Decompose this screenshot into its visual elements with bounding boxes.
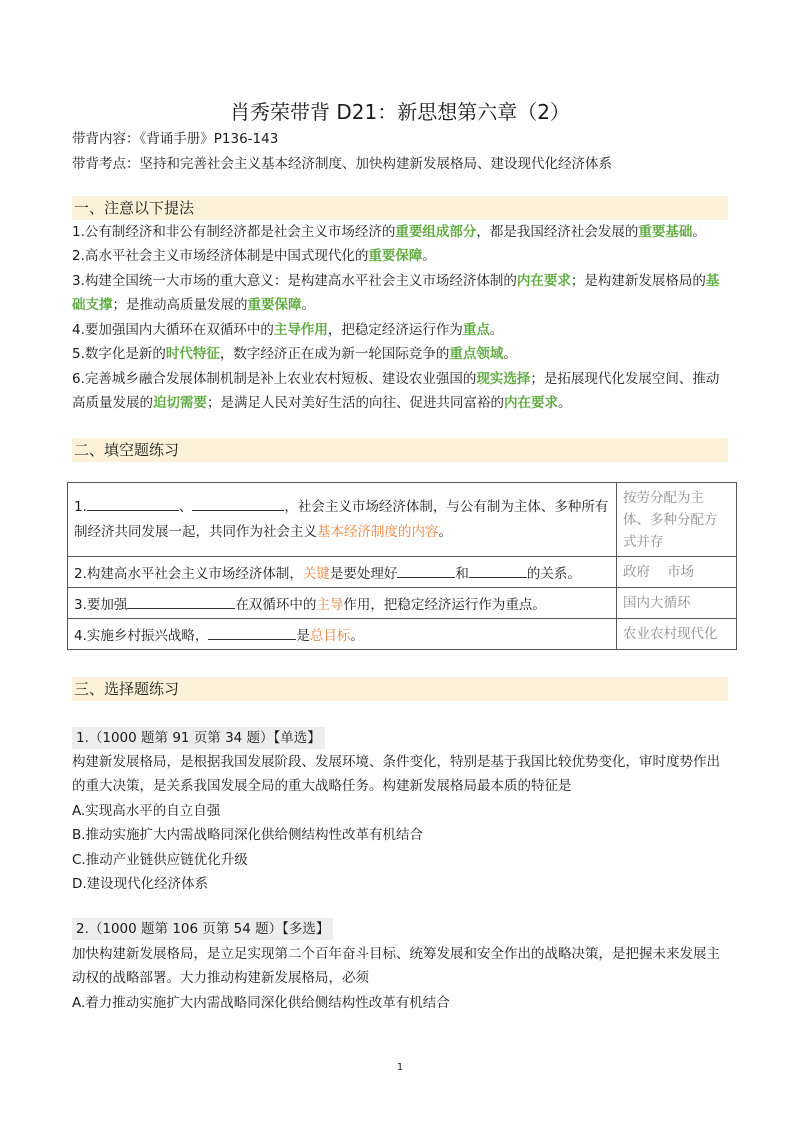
question-cell: 4.实施乡村振兴战略， 是总目标。 (68, 619, 617, 650)
question-header-2: 2.（1000 题第 106 页第 54 题）【多选】 (72, 918, 333, 940)
table-row (68, 619, 737, 650)
question-cell: 2.构建高水平社会主义市场经济体制，关键是要处理好 和 的关系。 (68, 557, 617, 588)
option-1b: B.推动实施扩大内需战略同深化供给侧结构性改革有机结合 (72, 827, 424, 843)
fill-in-table (67, 482, 737, 650)
option-1a: A.实现高水平的自立自强 (72, 803, 221, 819)
statement-1: 1.公有制经济和非公有制经济都是社会主义市场经济的重要组成部分，都是我国经济社会发展的重要基础。 (72, 224, 706, 240)
table-row (68, 483, 737, 557)
section-heading-2: 二、填空题练习 (72, 438, 728, 462)
statement-4: 4.要加强国内大循环在双循环中的主导作用，把稳定经济运行作为重点。 (72, 322, 504, 338)
page-title: 肖秀荣带背 D21：新思想第六章（2） (230, 100, 570, 124)
answer-cell: 按劳分配为主体、多种分配方式并存 (617, 483, 737, 557)
question-stem-2: 加快构建新发展格局，是立足实现第二个百年奋斗目标、统筹发展和安全作出的战略决策，是把握未来发展主动权的战略部署。大力推动构建新发展格局，必须 (72, 946, 720, 986)
question-cell: 3.要加强 在双循环中的主导作用，把稳定经济运行作为重点。 (68, 588, 617, 619)
section-heading-3: 三、选择题练习 (72, 677, 728, 701)
statement-6: 6.完善城乡融合发展体制机制是补上农业农村短板、建设农业强国的现实选择；是拓展现代化发展空间、推动高质量发展的迫切需要；是满足人民对美好生活的向往、促进共同富裕的内在要求。 (72, 371, 720, 411)
answer-cell: 国内大循环 (617, 588, 737, 619)
question-cell: 1. 、 ，社会主义市场经济体制，与公有制为主体、多种所有制经济共同发展一起，共同作为社会主义基本经济制度的内容。 (68, 483, 617, 557)
content-line: 带背内容：《背诵手册》P136-143 (72, 131, 279, 147)
option-2a: A.着力推动实施扩大内需战略同深化供给侧结构性改革有机结合 (72, 995, 450, 1011)
statement-5: 5.数字化是新的时代特征，数字经济正在成为新一轮国际竞争的重点领域。 (72, 346, 517, 362)
points-line: 带背考点：坚持和完善社会主义基本经济制度、加快构建新发展格局、建设现代化经济体系 (72, 156, 612, 172)
answer-cell: 政府 市场 (617, 557, 737, 588)
question-header-1: 1.（1000 题第 91 页第 34 题）【单选】 (72, 727, 325, 749)
section-heading-1: 一、注意以下提法 (72, 196, 728, 220)
question-stem-1: 构建新发展格局，是根据我国发展阶段、发展环境、条件变化，特别是基于我国比较优势变化，审时度势作出的重大决策，是关系我国发展全局的重大战略任务。构建新发展格局最本质的特征是 (72, 754, 720, 794)
option-1d: D.建设现代化经济体系 (72, 876, 209, 892)
page-number: 1 (396, 1062, 404, 1073)
statement-3: 3.构建全国统一大市场的重大意义：是构建高水平社会主义市场经济体制的内在要求；是构建新发展格局的基础支撑；是推动高质量发展的重要保障。 (72, 273, 720, 313)
answer-cell: 农业农村现代化 (617, 619, 737, 650)
table-row (68, 557, 737, 588)
statement-2: 2.高水平社会主义市场经济体制是中国式现代化的重要保障。 (72, 248, 436, 264)
table-row (68, 588, 737, 619)
option-1c: C.推动产业链供应链优化升级 (72, 852, 248, 868)
